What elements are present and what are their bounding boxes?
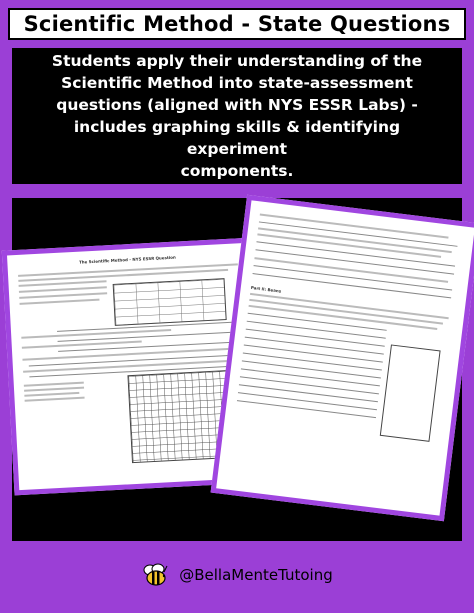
answer-line (237, 400, 376, 418)
text-line (258, 227, 452, 253)
bee-icon (141, 562, 171, 588)
text-line (22, 348, 232, 361)
answer-line (248, 313, 387, 331)
description-line: components. (180, 162, 294, 180)
materials-box (380, 344, 441, 441)
answer-line (241, 368, 380, 386)
data-table (113, 278, 227, 326)
text-line (24, 387, 84, 392)
footer (0, 555, 474, 595)
worksheet-preview-right (211, 195, 474, 521)
text-line (250, 293, 449, 319)
description-box (12, 48, 462, 184)
title-bar (8, 8, 466, 40)
text-line (19, 286, 107, 293)
answer-line (244, 345, 383, 363)
answer-line (243, 352, 382, 370)
text-line (25, 397, 85, 402)
answer-line (238, 392, 377, 410)
text-line (19, 280, 107, 287)
worksheet-title: The Scientific Method - NYS ESSR Question (78, 254, 176, 265)
answer-line (247, 321, 386, 339)
description-line: questions (aligned with NYS ESSR Labs) - (56, 96, 418, 114)
page-title: Scientific Method - State Questions (23, 12, 451, 36)
text-line (19, 292, 107, 299)
answer-line (242, 360, 381, 378)
description-text (28, 50, 446, 182)
answer-line (239, 384, 378, 402)
text-line (249, 299, 443, 325)
answer-line (240, 376, 379, 394)
section-heading: Part II: Beans (250, 284, 282, 294)
answer-line (245, 337, 384, 355)
answer-line (246, 329, 385, 347)
description-line: Scientific Method into state-assessment (61, 74, 413, 92)
description-line: Students apply their understanding of the (51, 52, 423, 70)
text-line (21, 329, 171, 339)
author-handle: @BellaMenteTutoing (179, 566, 333, 584)
text-line (20, 299, 100, 305)
description-line: includes graphing skills & identifying experiment (73, 118, 401, 158)
text-line (24, 392, 79, 397)
text-line (24, 382, 84, 387)
